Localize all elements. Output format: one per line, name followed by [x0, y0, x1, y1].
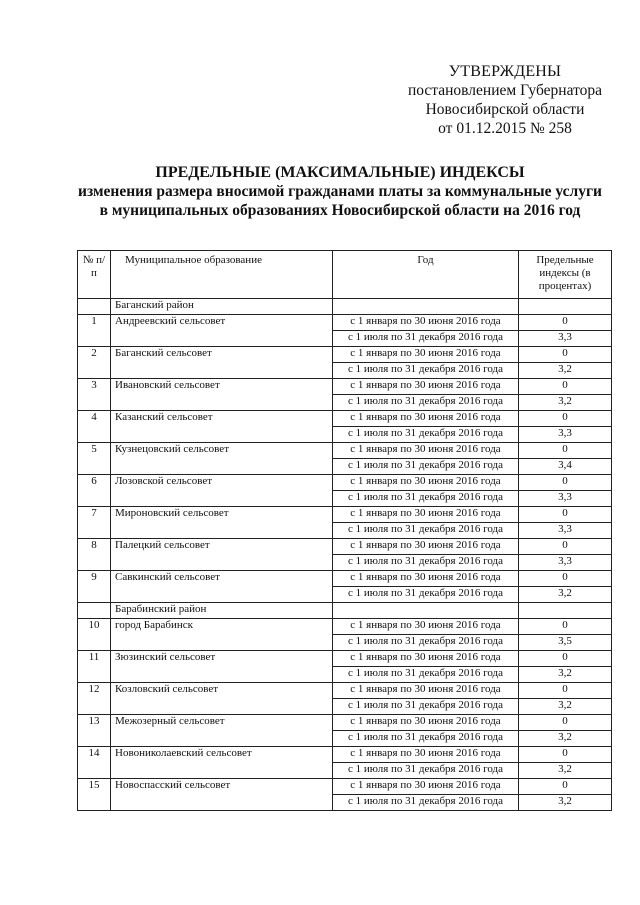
municipality-name-blank [111, 395, 333, 411]
index-second-half: 3,5 [519, 635, 612, 651]
municipality-name: Мироновский сельсовет [111, 507, 333, 523]
index-first-half: 0 [519, 411, 612, 427]
period-second-half: с 1 июля по 31 декабря 2016 года [333, 731, 519, 747]
municipality-name: Казанский сельсовет [111, 411, 333, 427]
municipality-name-blank [111, 763, 333, 779]
municipality-name: Новониколаевский сельсовет [111, 747, 333, 763]
row-number: 15 [78, 779, 111, 795]
index-second-half: 3,2 [519, 763, 612, 779]
period-first-half: с 1 января по 30 июня 2016 года [333, 379, 519, 395]
table-row [78, 443, 612, 459]
row-number-blank [78, 587, 111, 603]
municipality-name-blank [111, 491, 333, 507]
municipality-name-blank [111, 667, 333, 683]
municipality-name: Лозовской сельсовет [111, 475, 333, 491]
index-second-half: 3,2 [519, 667, 612, 683]
municipality-name: Ивановский сельсовет [111, 379, 333, 395]
title-line-3: в муниципальных образованиях Новосибирской области на 2016 год [99, 202, 581, 219]
period-second-half: с 1 июля по 31 декабря 2016 года [333, 699, 519, 715]
row-number: 8 [78, 539, 111, 555]
index-first-half: 0 [519, 315, 612, 331]
period-second-half: с 1 июля по 31 декабря 2016 года [333, 523, 519, 539]
table-row [78, 331, 612, 347]
row-number-blank [78, 427, 111, 443]
table-row [78, 619, 612, 635]
period-first-half: с 1 января по 30 июня 2016 года [333, 347, 519, 363]
period-second-half: с 1 июля по 31 декабря 2016 года [333, 459, 519, 475]
district-year-cell [333, 603, 519, 619]
period-first-half: с 1 января по 30 июня 2016 года [333, 779, 519, 795]
document-title [70, 163, 610, 220]
period-first-half: с 1 января по 30 июня 2016 года [333, 619, 519, 635]
row-number-blank [78, 523, 111, 539]
table-row [78, 475, 612, 491]
period-second-half: с 1 июля по 31 декабря 2016 года [333, 555, 519, 571]
row-number-blank [78, 699, 111, 715]
index-second-half: 3,3 [519, 491, 612, 507]
header-num: № п/п [78, 251, 111, 299]
table-row [78, 491, 612, 507]
approval-block [395, 62, 615, 138]
district-num-cell [78, 603, 111, 619]
table-row [78, 571, 612, 587]
row-number-blank [78, 555, 111, 571]
table-row [78, 779, 612, 795]
index-second-half: 3,3 [519, 427, 612, 443]
row-number-blank [78, 491, 111, 507]
table-row [78, 795, 612, 811]
index-second-half: 3,3 [519, 523, 612, 539]
indices-table [77, 250, 612, 811]
index-second-half: 3,2 [519, 587, 612, 603]
row-number-blank [78, 395, 111, 411]
row-number-blank [78, 667, 111, 683]
district-row [78, 603, 612, 619]
table-header-row [78, 251, 612, 299]
approval-heading: УТВЕРЖДЕНЫ [448, 63, 562, 80]
index-second-half: 3,3 [519, 331, 612, 347]
index-second-half: 3,3 [519, 555, 612, 571]
row-number: 14 [78, 747, 111, 763]
district-num-cell [78, 299, 111, 315]
index-first-half: 0 [519, 347, 612, 363]
municipality-name-blank [111, 459, 333, 475]
index-first-half: 0 [519, 571, 612, 587]
table-row [78, 523, 612, 539]
table-row [78, 763, 612, 779]
period-second-half: с 1 июля по 31 декабря 2016 года [333, 587, 519, 603]
row-number: 12 [78, 683, 111, 699]
row-number: 10 [78, 619, 111, 635]
period-second-half: с 1 июля по 31 декабря 2016 года [333, 491, 519, 507]
period-second-half: с 1 июля по 31 декабря 2016 года [333, 635, 519, 651]
municipality-name: Савкинский сельсовет [111, 571, 333, 587]
municipality-name: город Барабинск [111, 619, 333, 635]
municipality-name: Козловский сельсовет [111, 683, 333, 699]
table-row [78, 411, 612, 427]
period-first-half: с 1 января по 30 июня 2016 года [333, 443, 519, 459]
index-first-half: 0 [519, 651, 612, 667]
header-index: Предельные индексы (в процентах) [519, 251, 612, 299]
row-number-blank [78, 363, 111, 379]
district-name: Барабинский район [111, 603, 333, 619]
row-number-blank [78, 763, 111, 779]
period-second-half: с 1 июля по 31 декабря 2016 года [333, 427, 519, 443]
index-second-half: 3,2 [519, 699, 612, 715]
municipality-name: Межозерный сельсовет [111, 715, 333, 731]
table-row [78, 427, 612, 443]
period-first-half: с 1 января по 30 июня 2016 года [333, 539, 519, 555]
municipality-name-blank [111, 523, 333, 539]
header-name: Муниципальное образование [111, 251, 333, 299]
index-second-half: 3,4 [519, 459, 612, 475]
district-name: Баганский район [111, 299, 333, 315]
district-index-cell [519, 603, 612, 619]
index-first-half: 0 [519, 779, 612, 795]
period-second-half: с 1 июля по 31 декабря 2016 года [333, 331, 519, 347]
table-row [78, 315, 612, 331]
row-number: 5 [78, 443, 111, 459]
municipality-name-blank [111, 555, 333, 571]
municipality-name: Зюзинский сельсовет [111, 651, 333, 667]
table-row [78, 363, 612, 379]
district-year-cell [333, 299, 519, 315]
table-row [78, 459, 612, 475]
period-first-half: с 1 января по 30 июня 2016 года [333, 411, 519, 427]
header-year: Год [333, 251, 519, 299]
row-number: 9 [78, 571, 111, 587]
period-first-half: с 1 января по 30 июня 2016 года [333, 747, 519, 763]
row-number-blank [78, 795, 111, 811]
period-first-half: с 1 января по 30 июня 2016 года [333, 571, 519, 587]
approval-line-2: Новосибирской области [425, 101, 585, 118]
municipality-name-blank [111, 427, 333, 443]
table-row [78, 539, 612, 555]
index-first-half: 0 [519, 715, 612, 731]
municipality-name-blank [111, 331, 333, 347]
index-first-half: 0 [519, 379, 612, 395]
table-row [78, 555, 612, 571]
period-second-half: с 1 июля по 31 декабря 2016 года [333, 763, 519, 779]
index-second-half: 3,2 [519, 395, 612, 411]
table-row [78, 587, 612, 603]
municipality-name-blank [111, 699, 333, 715]
table-row [78, 635, 612, 651]
period-first-half: с 1 января по 30 июня 2016 года [333, 651, 519, 667]
row-number: 13 [78, 715, 111, 731]
index-first-half: 0 [519, 619, 612, 635]
table-row [78, 683, 612, 699]
row-number-blank [78, 635, 111, 651]
index-second-half: 3,2 [519, 795, 612, 811]
municipality-name-blank [111, 731, 333, 747]
row-number: 1 [78, 315, 111, 331]
district-index-cell [519, 299, 612, 315]
district-row [78, 299, 612, 315]
index-first-half: 0 [519, 507, 612, 523]
row-number: 11 [78, 651, 111, 667]
table-row [78, 747, 612, 763]
period-second-half: с 1 июля по 31 декабря 2016 года [333, 363, 519, 379]
title-line-2: изменения размера вносимой гражданами платы за коммунальные услуги [78, 183, 602, 200]
period-first-half: с 1 января по 30 июня 2016 года [333, 475, 519, 491]
period-first-half: с 1 января по 30 июня 2016 года [333, 507, 519, 523]
index-first-half: 0 [519, 475, 612, 491]
row-number-blank [78, 331, 111, 347]
table-row [78, 731, 612, 747]
row-number-blank [78, 459, 111, 475]
period-first-half: с 1 января по 30 июня 2016 года [333, 715, 519, 731]
municipality-name: Баганский сельсовет [111, 347, 333, 363]
table-row [78, 667, 612, 683]
period-first-half: с 1 января по 30 июня 2016 года [333, 683, 519, 699]
table-row [78, 715, 612, 731]
table-row [78, 651, 612, 667]
table-row [78, 347, 612, 363]
municipality-name-blank [111, 795, 333, 811]
index-second-half: 3,2 [519, 363, 612, 379]
approval-line-3: от 01.12.2015 № 258 [438, 120, 572, 137]
row-number-blank [78, 731, 111, 747]
index-first-half: 0 [519, 747, 612, 763]
table-row [78, 379, 612, 395]
municipality-name-blank [111, 363, 333, 379]
municipality-name: Палецкий сельсовет [111, 539, 333, 555]
municipality-name-blank [111, 587, 333, 603]
row-number: 7 [78, 507, 111, 523]
period-second-half: с 1 июля по 31 декабря 2016 года [333, 395, 519, 411]
municipality-name-blank [111, 635, 333, 651]
table-row [78, 395, 612, 411]
approval-line-1: постановлением Губернатора [407, 82, 603, 99]
row-number: 4 [78, 411, 111, 427]
municipality-name: Андреевский сельсовет [111, 315, 333, 331]
title-line-1: ПРЕДЕЛЬНЫЕ (МАКСИМАЛЬНЫЕ) ИНДЕКСЫ [155, 164, 525, 181]
index-second-half: 3,2 [519, 731, 612, 747]
row-number: 2 [78, 347, 111, 363]
table-row [78, 699, 612, 715]
row-number: 3 [78, 379, 111, 395]
municipality-name: Новоспасский сельсовет [111, 779, 333, 795]
table-body [78, 299, 612, 811]
index-first-half: 0 [519, 683, 612, 699]
table-row [78, 507, 612, 523]
index-first-half: 0 [519, 443, 612, 459]
index-first-half: 0 [519, 539, 612, 555]
row-number: 6 [78, 475, 111, 491]
period-second-half: с 1 июля по 31 декабря 2016 года [333, 667, 519, 683]
period-first-half: с 1 января по 30 июня 2016 года [333, 315, 519, 331]
period-second-half: с 1 июля по 31 декабря 2016 года [333, 795, 519, 811]
municipality-name: Кузнецовский сельсовет [111, 443, 333, 459]
